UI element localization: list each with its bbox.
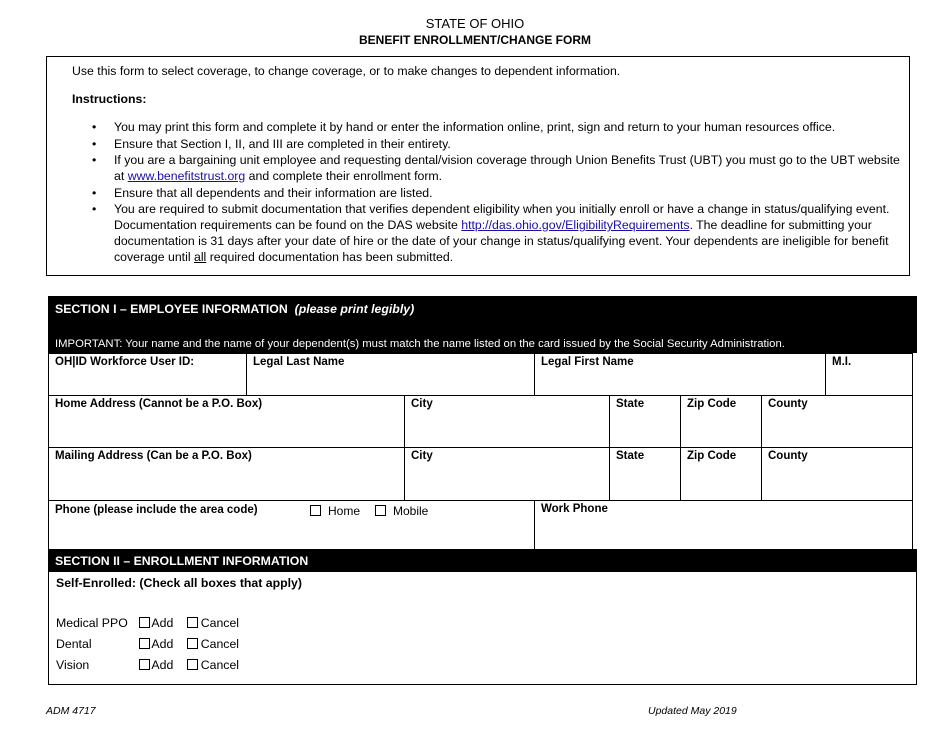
list-item xyxy=(92,119,909,135)
mobile-checkbox[interactable] xyxy=(375,505,386,516)
instructions-label: Instructions: xyxy=(72,92,147,106)
bullet-icon: • xyxy=(92,202,97,216)
instructions-list xyxy=(72,119,909,265)
intro-lead: Use this form to select coverage, to change coverage, or to make changes to dependent information. xyxy=(72,64,621,78)
checkbox[interactable] xyxy=(187,659,198,670)
zip-label: Zip Code xyxy=(687,450,737,462)
instruction-text: If you are a bargaining unit employee and requesting dental/vision coverage through Union Benefits Trust (UBT) you must go to the UBT website at xyxy=(114,153,900,183)
section-1-header xyxy=(48,296,917,353)
enrollment-box xyxy=(48,572,917,685)
phone-mobile-option[interactable] xyxy=(375,504,428,518)
mailing-county-field[interactable] xyxy=(761,447,913,501)
instructions-box xyxy=(46,56,910,276)
vision-add-option[interactable] xyxy=(139,658,173,672)
instruction-text: required documentation has been submitted. xyxy=(206,250,454,264)
add-label: Add xyxy=(151,658,174,672)
bullet-icon: • xyxy=(92,185,97,200)
instruction-text: You are required to submit documentation that verifies dependent eligibility when you initially enroll or have a change in status/qualifying event. Documentation requirements can be found on the DAS website xyxy=(114,202,890,232)
cancel-label: Cancel xyxy=(200,616,240,630)
county-label: County xyxy=(768,398,808,410)
coverage-name: Dental xyxy=(56,637,92,651)
add-label: Add xyxy=(151,637,174,651)
home-address-field[interactable] xyxy=(48,395,405,448)
first-name-label: Legal First Name xyxy=(541,356,634,368)
bullet-icon: • xyxy=(92,136,97,151)
section-2-title: SECTION II – ENROLLMENT INFORMATION xyxy=(55,554,309,568)
bullet-icon: • xyxy=(92,153,97,167)
ubt-website-link[interactable]: www.benefitstrust.org xyxy=(127,169,246,183)
list-item xyxy=(92,136,909,152)
checkbox[interactable] xyxy=(139,659,150,670)
add-label: Add xyxy=(151,616,174,630)
phone-field[interactable] xyxy=(48,500,535,550)
city-label: City xyxy=(411,398,433,410)
home-label: Home xyxy=(328,504,361,518)
form-title: BENEFIT ENROLLMENT/CHANGE FORM xyxy=(359,33,591,47)
mi-label: M.I. xyxy=(832,356,852,368)
work-phone-field[interactable] xyxy=(534,500,913,550)
instruction-text: Ensure that all dependents and their information are listed. xyxy=(114,185,433,200)
section-2-header xyxy=(48,549,917,572)
list-item xyxy=(92,152,909,184)
mailing-address-field[interactable] xyxy=(48,447,405,501)
state-heading: STATE OF OHIO xyxy=(425,16,525,31)
form-number: ADM 4717 xyxy=(46,705,96,717)
list-item xyxy=(92,201,909,265)
state-label: State xyxy=(616,398,645,410)
mi-field[interactable] xyxy=(825,353,913,396)
checkbox[interactable] xyxy=(187,617,198,628)
checkbox[interactable] xyxy=(139,617,150,628)
coverage-name: Vision xyxy=(56,658,90,672)
coverage-row-vision xyxy=(56,658,249,672)
county-label: County xyxy=(768,450,808,462)
dental-add-option[interactable] xyxy=(139,637,173,651)
coverage-row-dental xyxy=(56,637,249,651)
mailing-zip-field[interactable] xyxy=(680,447,762,501)
work-phone-label: Work Phone xyxy=(541,503,608,515)
mailing-address-label: Mailing Address (Can be a P.O. Box) xyxy=(55,450,252,462)
important-notice: IMPORTANT: Your name and the name of your dependent(s) must match the name listed on the card issued by the Social Security Administration. xyxy=(55,338,785,350)
city-label: City xyxy=(411,450,433,462)
cancel-label: Cancel xyxy=(200,658,240,672)
dental-cancel-option[interactable] xyxy=(187,637,239,651)
list-item xyxy=(92,185,909,201)
home-address-label: Home Address (Cannot be a P.O. Box) xyxy=(55,398,263,410)
self-enrolled-label: Self-Enrolled: (Check all boxes that apply) xyxy=(56,576,302,590)
updated-date: Updated May 2019 xyxy=(648,705,737,717)
medical-cancel-option[interactable] xyxy=(187,616,239,630)
state-label: State xyxy=(616,450,645,462)
last-name-label: Legal Last Name xyxy=(253,356,345,368)
zip-label: Zip Code xyxy=(687,398,737,410)
phone-label: Phone (please include the area code) xyxy=(55,504,258,516)
eligibility-requirements-link[interactable]: http://das.ohio.gov/EligibilityRequirements xyxy=(461,218,690,232)
last-name-field[interactable] xyxy=(246,353,535,396)
user-id-label: OH|ID Workforce User ID: xyxy=(55,356,195,368)
mailing-state-field[interactable] xyxy=(609,447,681,501)
mailing-city-field[interactable] xyxy=(404,447,610,501)
checkbox[interactable] xyxy=(139,638,150,649)
home-checkbox[interactable] xyxy=(310,505,321,516)
emphasis-all: all xyxy=(193,250,207,264)
vision-cancel-option[interactable] xyxy=(187,658,239,672)
mobile-label: Mobile xyxy=(393,504,429,518)
instruction-text: . The deadline for submitting your documentation is 31 days after your date of hire or the date of your change in status/qualifying event. Your dependents are ineligible for benefit coverage until xyxy=(114,218,889,264)
instruction-text: You may print this form and complete it by hand or enter the information online, print, sign and return to your human resources office. xyxy=(114,120,836,134)
user-id-field[interactable] xyxy=(48,353,247,396)
coverage-row-medical xyxy=(56,616,249,630)
instruction-text: Ensure that Section I, II, and III are completed in their entirety. xyxy=(114,136,451,151)
first-name-field[interactable] xyxy=(534,353,826,396)
section-1-note: (please print legibly) xyxy=(294,302,415,316)
home-city-field[interactable] xyxy=(404,395,610,448)
home-state-field[interactable] xyxy=(609,395,681,448)
cancel-label: Cancel xyxy=(200,637,240,651)
home-county-field[interactable] xyxy=(761,395,913,448)
section-1-title: SECTION I – EMPLOYEE INFORMATION (please print legibly) xyxy=(55,302,415,316)
bullet-icon: • xyxy=(92,120,97,134)
checkbox[interactable] xyxy=(187,638,198,649)
medical-add-option[interactable] xyxy=(139,616,173,630)
home-zip-field[interactable] xyxy=(680,395,762,448)
instruction-text: and complete their enrollment form. xyxy=(245,169,443,183)
phone-home-option[interactable] xyxy=(310,504,360,518)
coverage-name: Medical PPO xyxy=(56,616,128,630)
